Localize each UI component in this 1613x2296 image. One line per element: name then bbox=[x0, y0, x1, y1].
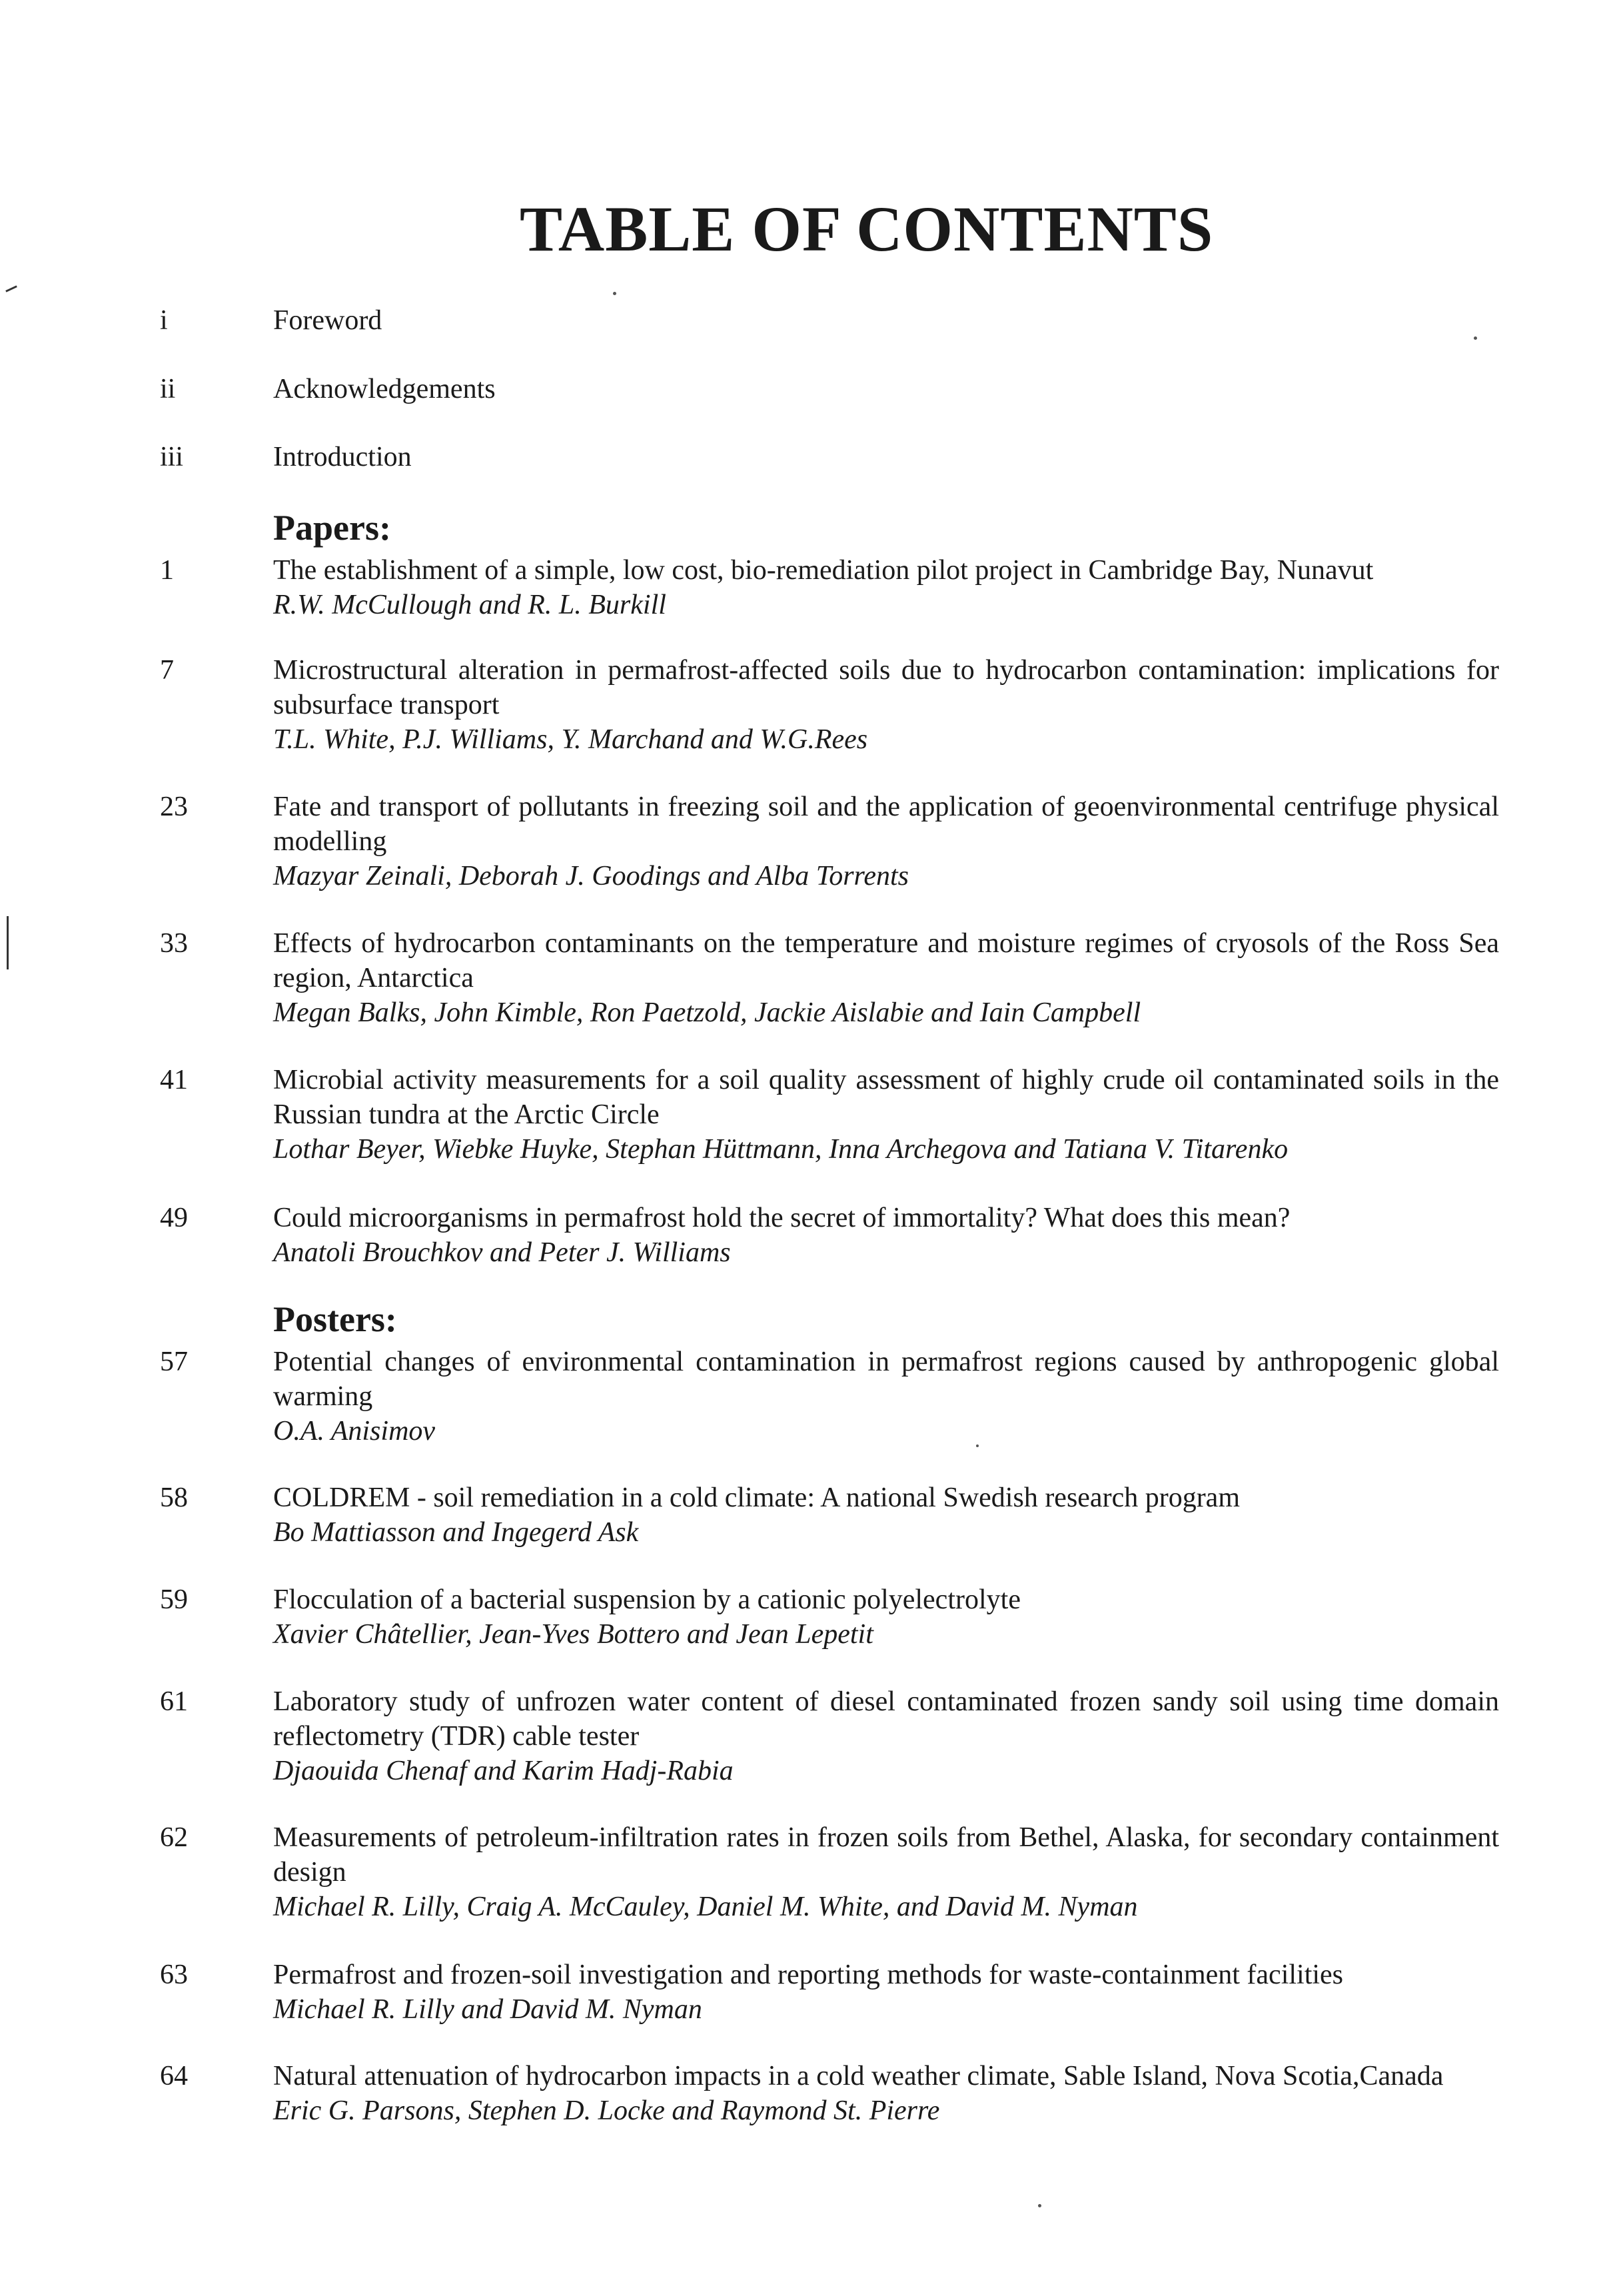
entry-number: 33 bbox=[160, 928, 188, 959]
section-heading-papers: Papers: bbox=[273, 508, 391, 548]
entry-authors: Xavier Châtellier, Jean-Yves Bottero and Jean Lepetit bbox=[273, 1619, 873, 1650]
entry-title: Flocculation of a bacterial suspension by a cationic polyelectrolyte bbox=[273, 1584, 1021, 1615]
entry-title: Could microorganisms in permafrost hold the secret of immortality? What does this mean? bbox=[273, 1203, 1291, 1233]
entry-number: 49 bbox=[160, 1203, 188, 1233]
page-title: TABLE OF CONTENTS bbox=[520, 193, 1214, 265]
entry-number: 57 bbox=[160, 1347, 188, 1377]
entry-authors: T.L. White, P.J. Williams, Y. Marchand and W.G.Rees bbox=[273, 724, 868, 755]
entry-number: 7 bbox=[160, 655, 174, 686]
entry-title: Measurements of petroleum-infiltration rates in frozen soils from Bethel, Alaska, for secondary containment design bbox=[273, 1822, 1499, 1888]
scan-mark bbox=[5, 285, 17, 292]
entry-authors: R.W. McCullough and R. L. Burkill bbox=[273, 590, 666, 620]
entry-authors: Mazyar Zeinali, Deborah J. Goodings and Alba Torrents bbox=[273, 861, 909, 891]
entry-title: Laboratory study of unfrozen water content of diesel contaminated frozen sandy soil using time domain reflectometry (TDR) cable tester bbox=[273, 1686, 1499, 1752]
entry-authors: O.A. Anisimov bbox=[273, 1416, 436, 1446]
entry-title: The establishment of a simple, low cost, bio-remediation pilot project in Cambridge Bay, Nunavut bbox=[273, 555, 1374, 586]
entry-title: Microstructural alteration in permafrost-affected soils due to hydrocarbon contamination: implications for subsurface transport bbox=[273, 655, 1499, 720]
scan-speck bbox=[1474, 336, 1477, 340]
entry-number: 41 bbox=[160, 1065, 188, 1095]
entry-number: 1 bbox=[160, 555, 174, 586]
section-heading-posters: Posters: bbox=[273, 1299, 397, 1339]
scan-speck bbox=[1038, 2204, 1041, 2207]
entry-authors: Lothar Beyer, Wiebke Huyke, Stephan Hüttmann, Inna Archegova and Tatiana V. Titarenko bbox=[273, 1134, 1289, 1165]
entry-title: Introduction bbox=[273, 442, 412, 472]
scan-speck bbox=[613, 292, 616, 295]
entry-authors: Michael R. Lilly and David M. Nyman bbox=[273, 1994, 702, 2025]
entry-authors: Megan Balks, John Kimble, Ron Paetzold, Jackie Aislabie and Iain Campbell bbox=[273, 997, 1141, 1028]
entry-number: 63 bbox=[160, 1960, 188, 1990]
entry-number: ii bbox=[160, 374, 176, 404]
entry-title: Acknowledgements bbox=[273, 374, 496, 404]
entry-authors: Bo Mattiasson and Ingegerd Ask bbox=[273, 1517, 639, 1548]
entry-number: iii bbox=[160, 442, 184, 472]
entry-number: 58 bbox=[160, 1482, 188, 1513]
scan-speck bbox=[976, 1444, 979, 1447]
entry-title: Potential changes of environmental contamination in permafrost regions caused by anthropogenic global warming bbox=[273, 1347, 1499, 1412]
entry-number: 59 bbox=[160, 1584, 188, 1615]
entry-title: Microbial activity measurements for a soil quality assessment of highly crude oil contaminated soils in the Russian tundra at the Arctic Circle bbox=[273, 1065, 1499, 1130]
entry-authors: Anatoli Brouchkov and Peter J. Williams bbox=[273, 1237, 731, 1268]
entry-title: Permafrost and frozen-soil investigation and reporting methods for waste-containment facilities bbox=[273, 1960, 1344, 1990]
entry-authors: Eric G. Parsons, Stephen D. Locke and Raymond St. Pierre bbox=[273, 2095, 940, 2126]
entry-authors: Djaouida Chenaf and Karim Hadj-Rabia bbox=[273, 1756, 734, 1786]
entry-title: Fate and transport of pollutants in freezing soil and the application of geoenvironmental centrifuge physical modelling bbox=[273, 792, 1499, 857]
entry-number: i bbox=[160, 305, 168, 336]
entry-authors: Michael R. Lilly, Craig A. McCauley, Daniel M. White, and David M. Nyman bbox=[273, 1892, 1138, 1922]
entry-title: Natural attenuation of hydrocarbon impacts in a cold weather climate, Sable Island, Nova Scotia,Canada bbox=[273, 2061, 1444, 2091]
entry-title: Foreword bbox=[273, 305, 382, 336]
entry-title: COLDREM - soil remediation in a cold climate: A national Swedish research program bbox=[273, 1482, 1240, 1513]
entry-number: 61 bbox=[160, 1686, 188, 1717]
scan-mark bbox=[7, 916, 9, 969]
entry-number: 62 bbox=[160, 1822, 188, 1853]
entry-title: Effects of hydrocarbon contaminants on the temperature and moisture regimes of cryosols of the Ross Sea region, Antarctica bbox=[273, 928, 1499, 993]
entry-number: 64 bbox=[160, 2061, 188, 2091]
entry-number: 23 bbox=[160, 792, 188, 822]
